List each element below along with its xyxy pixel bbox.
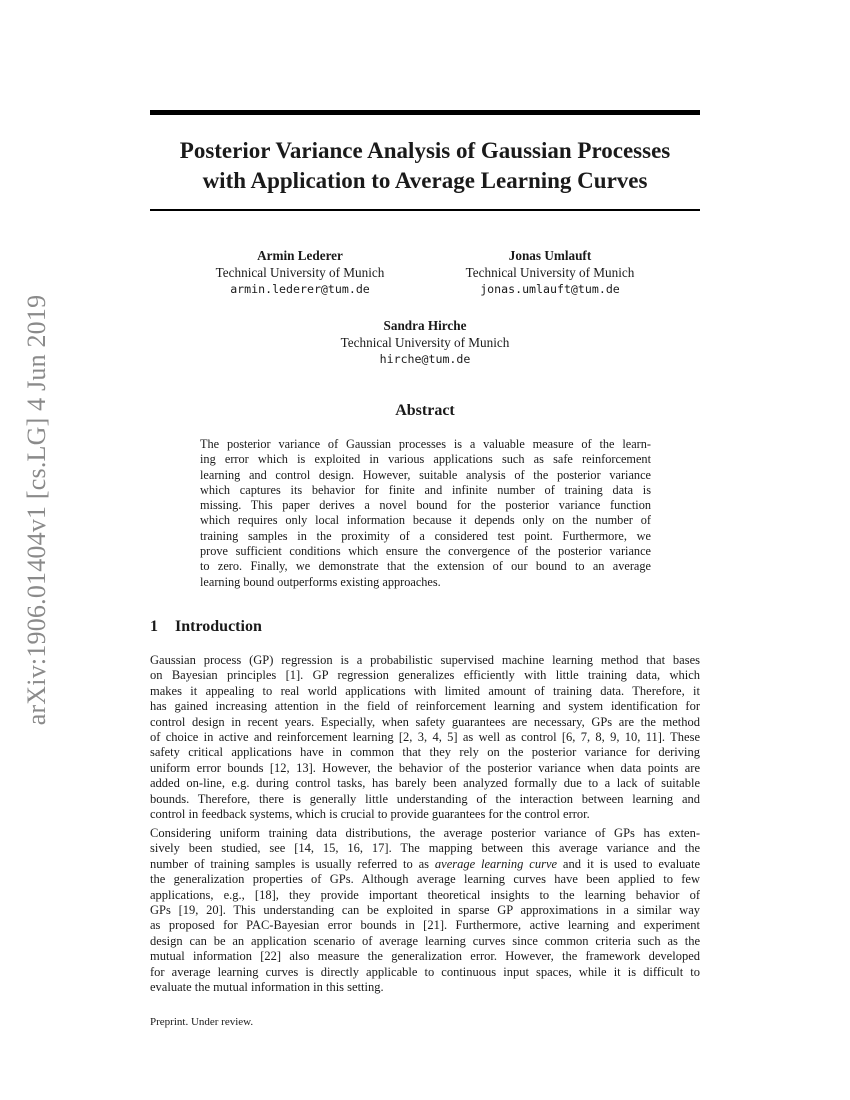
title-top-rule	[150, 110, 700, 115]
abstract-line: to zero. Finally, we demonstrate that the extension of our bound to an average	[200, 559, 651, 574]
paragraph-line: mutual information [22] also measure the generalization error. However, the framework developed	[150, 949, 700, 964]
emphasized-term: average learning curve	[434, 856, 558, 871]
line-text: number of training samples is usually referred to as	[150, 856, 435, 871]
paragraph-line: uniform error bounds [12, 13]. However, the behavior of the posterior variance when data points are	[150, 760, 700, 775]
author-email: hirche@tum.de	[379, 352, 471, 366]
paragraph-line: safety critical applications have in common that they rely on the posterior variance for deriving	[150, 745, 700, 760]
abstract-body	[200, 437, 651, 590]
section-heading	[150, 618, 262, 636]
paper-title	[150, 136, 700, 196]
paragraph-line: Considering uniform training data distributions, the average posterior variance of GPs has exten-	[150, 826, 700, 840]
author-name: Jonas Umlauft	[508, 248, 592, 263]
paragraph-line: as proposed for PAC-Bayesian error bounds in [21]. Furthermore, active learning and experiment	[150, 918, 700, 933]
section-number: 1	[150, 618, 158, 635]
paragraph-line: design can be an application scenario of average learning curves since common criteria such as the	[150, 933, 700, 948]
author-affiliation: Technical University of Munich	[465, 264, 635, 280]
author-name: Armin Lederer	[257, 248, 343, 263]
abstract-line: which captures its behavior for finite and infinite number of training data is	[200, 482, 651, 497]
abstract-line: training samples in the proximity of a considered test point. Furthermore, we	[200, 528, 651, 543]
paragraph-line: control design in recent years. Especially, when safety guarantees are necessary, GPs are the method	[150, 714, 700, 729]
abstract-line: The posterior variance of Gaussian processes is a valuable measure of the learn-	[200, 437, 651, 451]
author-block	[300, 318, 550, 368]
intro-paragraph-1	[150, 653, 700, 822]
author-block	[200, 248, 400, 298]
intro-paragraph-2	[150, 826, 700, 995]
abstract-line: learning bound outperforms existing approaches.	[200, 574, 441, 589]
author-email: armin.lederer@tum.de	[230, 282, 370, 296]
abstract-line: ing error which is exploited in various applications such as safe reinforcement	[200, 452, 651, 467]
author-affiliation: Technical University of Munich	[340, 334, 510, 350]
paragraph-line: for average learning curves is directly applicable to continuous input spaces, while it is difficult to	[150, 964, 700, 979]
title-line: Posterior Variance Analysis of Gaussian Processes	[179, 138, 671, 163]
paragraph-line: applications, e.g., [18], they provide important theoretical insights to the learning behavior of	[150, 887, 700, 902]
paragraph-line	[150, 857, 700, 872]
title-bottom-rule	[150, 209, 700, 211]
line-text: and it is used to evaluate	[557, 856, 700, 871]
arxiv-identifier-stamp: arXiv:1906.01404v1 [cs.LG] 4 Jun 2019	[22, 294, 51, 726]
abstract-line: missing. This paper derives a novel bound for the posterior variance function	[200, 498, 651, 513]
author-affiliation: Technical University of Munich	[215, 264, 385, 280]
abstract-line: which requires only local information because it depends only on the number of	[200, 513, 651, 528]
paragraph-line: has gained increasing attention in the field of reinforcement learning and system identification for	[150, 699, 700, 714]
paragraph-line: Gaussian process (GP) regression is a probabilistic supervised machine learning method that bases	[150, 653, 700, 667]
paragraph-line: makes it appealing to real world applications with limited amount of training data. Therefore, it	[150, 683, 700, 698]
author-block	[435, 248, 665, 298]
abstract-line: learning and control design. However, suitable analysis of the posterior variance	[200, 467, 651, 482]
paragraph-line: sively been studied, see [14, 15, 16, 17]. The mapping between this average variance and the	[150, 841, 700, 856]
author-email: jonas.umlauft@tum.de	[480, 282, 620, 296]
paragraph-line: evaluate the mutual information in this setting.	[150, 980, 384, 995]
paragraph-line: the generalization properties of GPs. Although average learning curves have been applied to few	[150, 872, 700, 887]
title-line: with Application to Average Learning Curves	[202, 168, 648, 193]
paragraph-line: GPs [19, 20]. This understanding can be exploited in sparse GP approximations in a similar way	[150, 903, 700, 918]
paragraph-line: on Bayesian principles [1]. GP regression generalizes efficiently with little training data, which	[150, 668, 700, 683]
paragraph-line: of choice in active and reinforcement learning [2, 3, 4, 5] as well as control [6, 7, 8, 9, 10, 11]. These	[150, 730, 700, 745]
author-name: Sandra Hirche	[383, 318, 467, 333]
abstract-heading: Abstract	[395, 402, 455, 419]
section-title: Introduction	[175, 618, 262, 635]
paragraph-line: control in feedback systems, which is crucial to provide guarantees for the control error.	[150, 807, 590, 822]
footer-note: Preprint. Under review.	[150, 1016, 254, 1028]
paragraph-line: added on-line, e.g. during control tasks, has barely been analyzed formally due to a lack of suitable	[150, 776, 700, 791]
paragraph-line: bounds. Therefore, there is generally little understanding of the interaction between learning and	[150, 791, 700, 806]
abstract-line: prove sufficient conditions which ensure the convergence of the posterior variance	[200, 544, 651, 559]
